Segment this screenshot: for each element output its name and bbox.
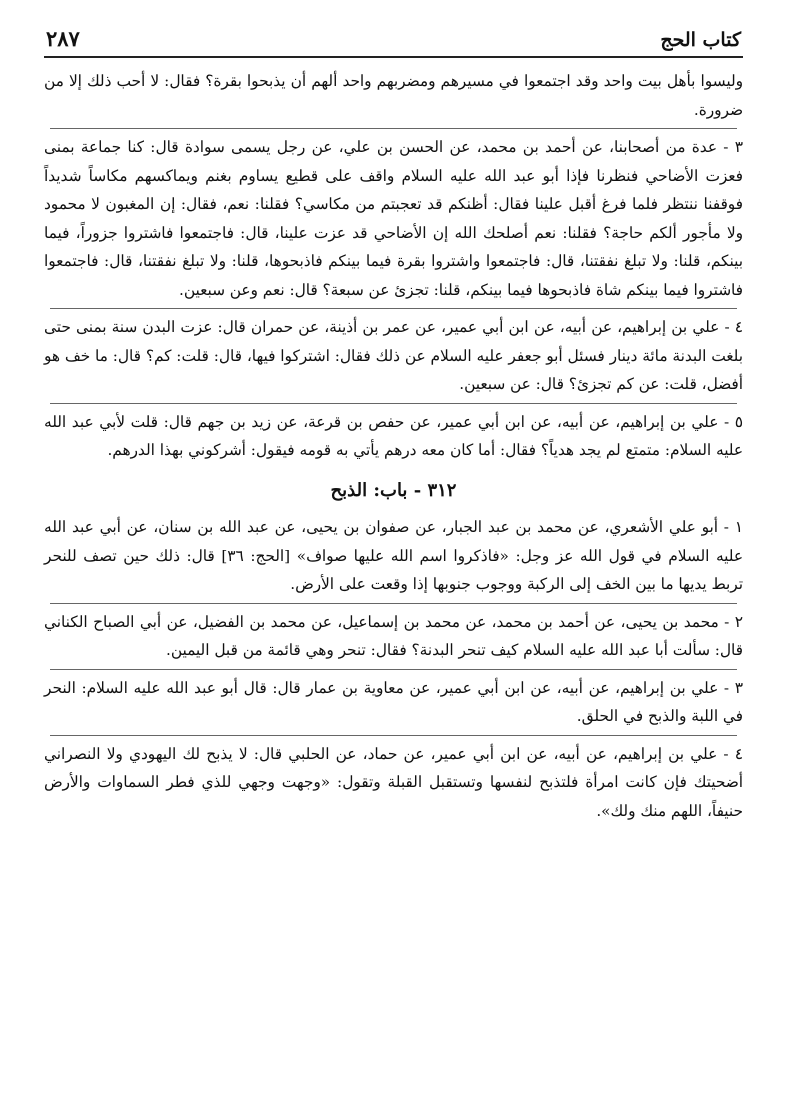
chapter-paragraph-1: ١ - أبو علي الأشعري، عن محمد بن عبد الجبار، عن صفوان بن يحيى، عن عبد الله بن سنان، عن أبي عبد الله عليه السلام في قول الله عز وجل: «فاذكروا اسم الله عليها صواف» [الحج: ٣٦] قال: ذلك حين تصف للنحر تربط يديها ما بين الخف إلى الركبة ووجوب جنوبها إذا وقعت على الأرض. (44, 518, 743, 593)
chapter-paragraph-4: ٤ - علي بن إبراهيم، عن أبيه، عن ابن أبي عمير، عن حماد، عن الحلبي قال: لا يذبح لك اليهودي ولا النصراني أضحيتك فإن كانت امرأة فلتذبح لنفسها وتستقبل القبلة وتقول: «وجهت وجهي للذي فطر السماوات والأرض حنيفاً، اللهم منك ولك». (44, 744, 743, 820)
paragraph-continuation: وليسوا بأهل بيت واحد وقد اجتمعوا في مسيرهم ومضربهم واحد ألهم أن يذبحوا بقرة؟ فقال: لا أحب ذلك إلا من ضرورة. (44, 72, 743, 119)
hadith-paragraph-4: ٤ - علي بن إبراهيم، عن أبيه، عن ابن أبي عمير، عن عمر بن أذينة، عن حمران قال: عزت البدن سنة بمنى حتى بلغت البدنة مائة دينار فسئل أبو جعفر عليه السلام عن ذلك فقال: اشتركوا فيها، قال: قلت: كم؟ قال: ما خف هو أفضل، قلت: عن كم تجزئ؟ قال: عن سبعين. (44, 318, 743, 393)
hadith-paragraph-5: ٥ - علي بن إبراهيم، عن أبيه، عن ابن أبي عمير، عن حفص بن قرعة، عن زيد بن جهم قال: قلت لأبي عبد الله عليه السلام: متمتع لم يجد هدياً؟ فقال: أما كان معه درهم يأتي به قومه فيقول: أشركوني بهذا الدرهم. (44, 412, 743, 459)
page-header (44, 26, 743, 58)
hadith-paragraph-3: ٣ - عدة من أصحابنا، عن أحمد بن محمد، عن الحسن بن علي، عن رجل يسمى سوادة قال: كنا جماعة بمنى فعزت الأضاحي فنظرنا فإذا أبو عبد الله عليه السلام واقف على قطيع يساوم بغنم ويماكسهم مكاساً شديداً فوقفنا ننتظر فلما فرغ أقبل علينا فقال: أظنكم قد تعجبتم من مكاسي؟ فقلنا: نعم، فقال: إن المغبون لا محمود ولا مأجور ألكم حاجة؟ فقلنا: نعم أصلحك الله إن الأضاحي قد عزت علينا، قال: فاجتمعوا فاشتروا جزوراً، فيما بينكم، قلنا: ولا تبلغ نفقتنا، قال: فاجتمعوا واشتروا بقرة فيما بينكم فاذبحوها، قلنا: ولا تبلغ نفقتنا، قال: فاجتمعوا فاشتروا فيما بينكم شاة فاذبحوها فيما بينكم، قلنا: تجزئ عن سبعة؟ قال: نعم وعن سبعين. (44, 138, 743, 299)
paragraph-divider (50, 128, 737, 129)
paragraph-divider (50, 308, 737, 309)
paragraph-divider (50, 603, 737, 604)
chapter-paragraph-2: ٢ - محمد بن يحيى، عن أحمد بن محمد، عن محمد بن إسماعيل، عن محمد بن الفضيل، عن أبي الصباح الكناني قال: سألت أبا عبد الله عليه السلام كيف تنحر البدنة؟ فقال: تنحر وهي قائمة من قبل اليمين. (44, 612, 743, 659)
chapter-paragraph-3: ٣ - علي بن إبراهيم، عن أبيه، عن ابن أبي عمير، عن معاوية بن عمار قال: قال أبو عبد الله عليه السلام: النحر في اللبة والذبح في الحلق. (44, 678, 743, 725)
book-title: كتاب الحج (660, 29, 741, 51)
chapter-heading: ٣١٢ - باب: الذبح (330, 479, 457, 501)
page-number: ٢٨٧ (46, 26, 80, 51)
page-body (44, 67, 743, 825)
paragraph-divider (50, 669, 737, 670)
paragraph-divider (50, 403, 737, 404)
paragraph-divider (50, 735, 737, 736)
